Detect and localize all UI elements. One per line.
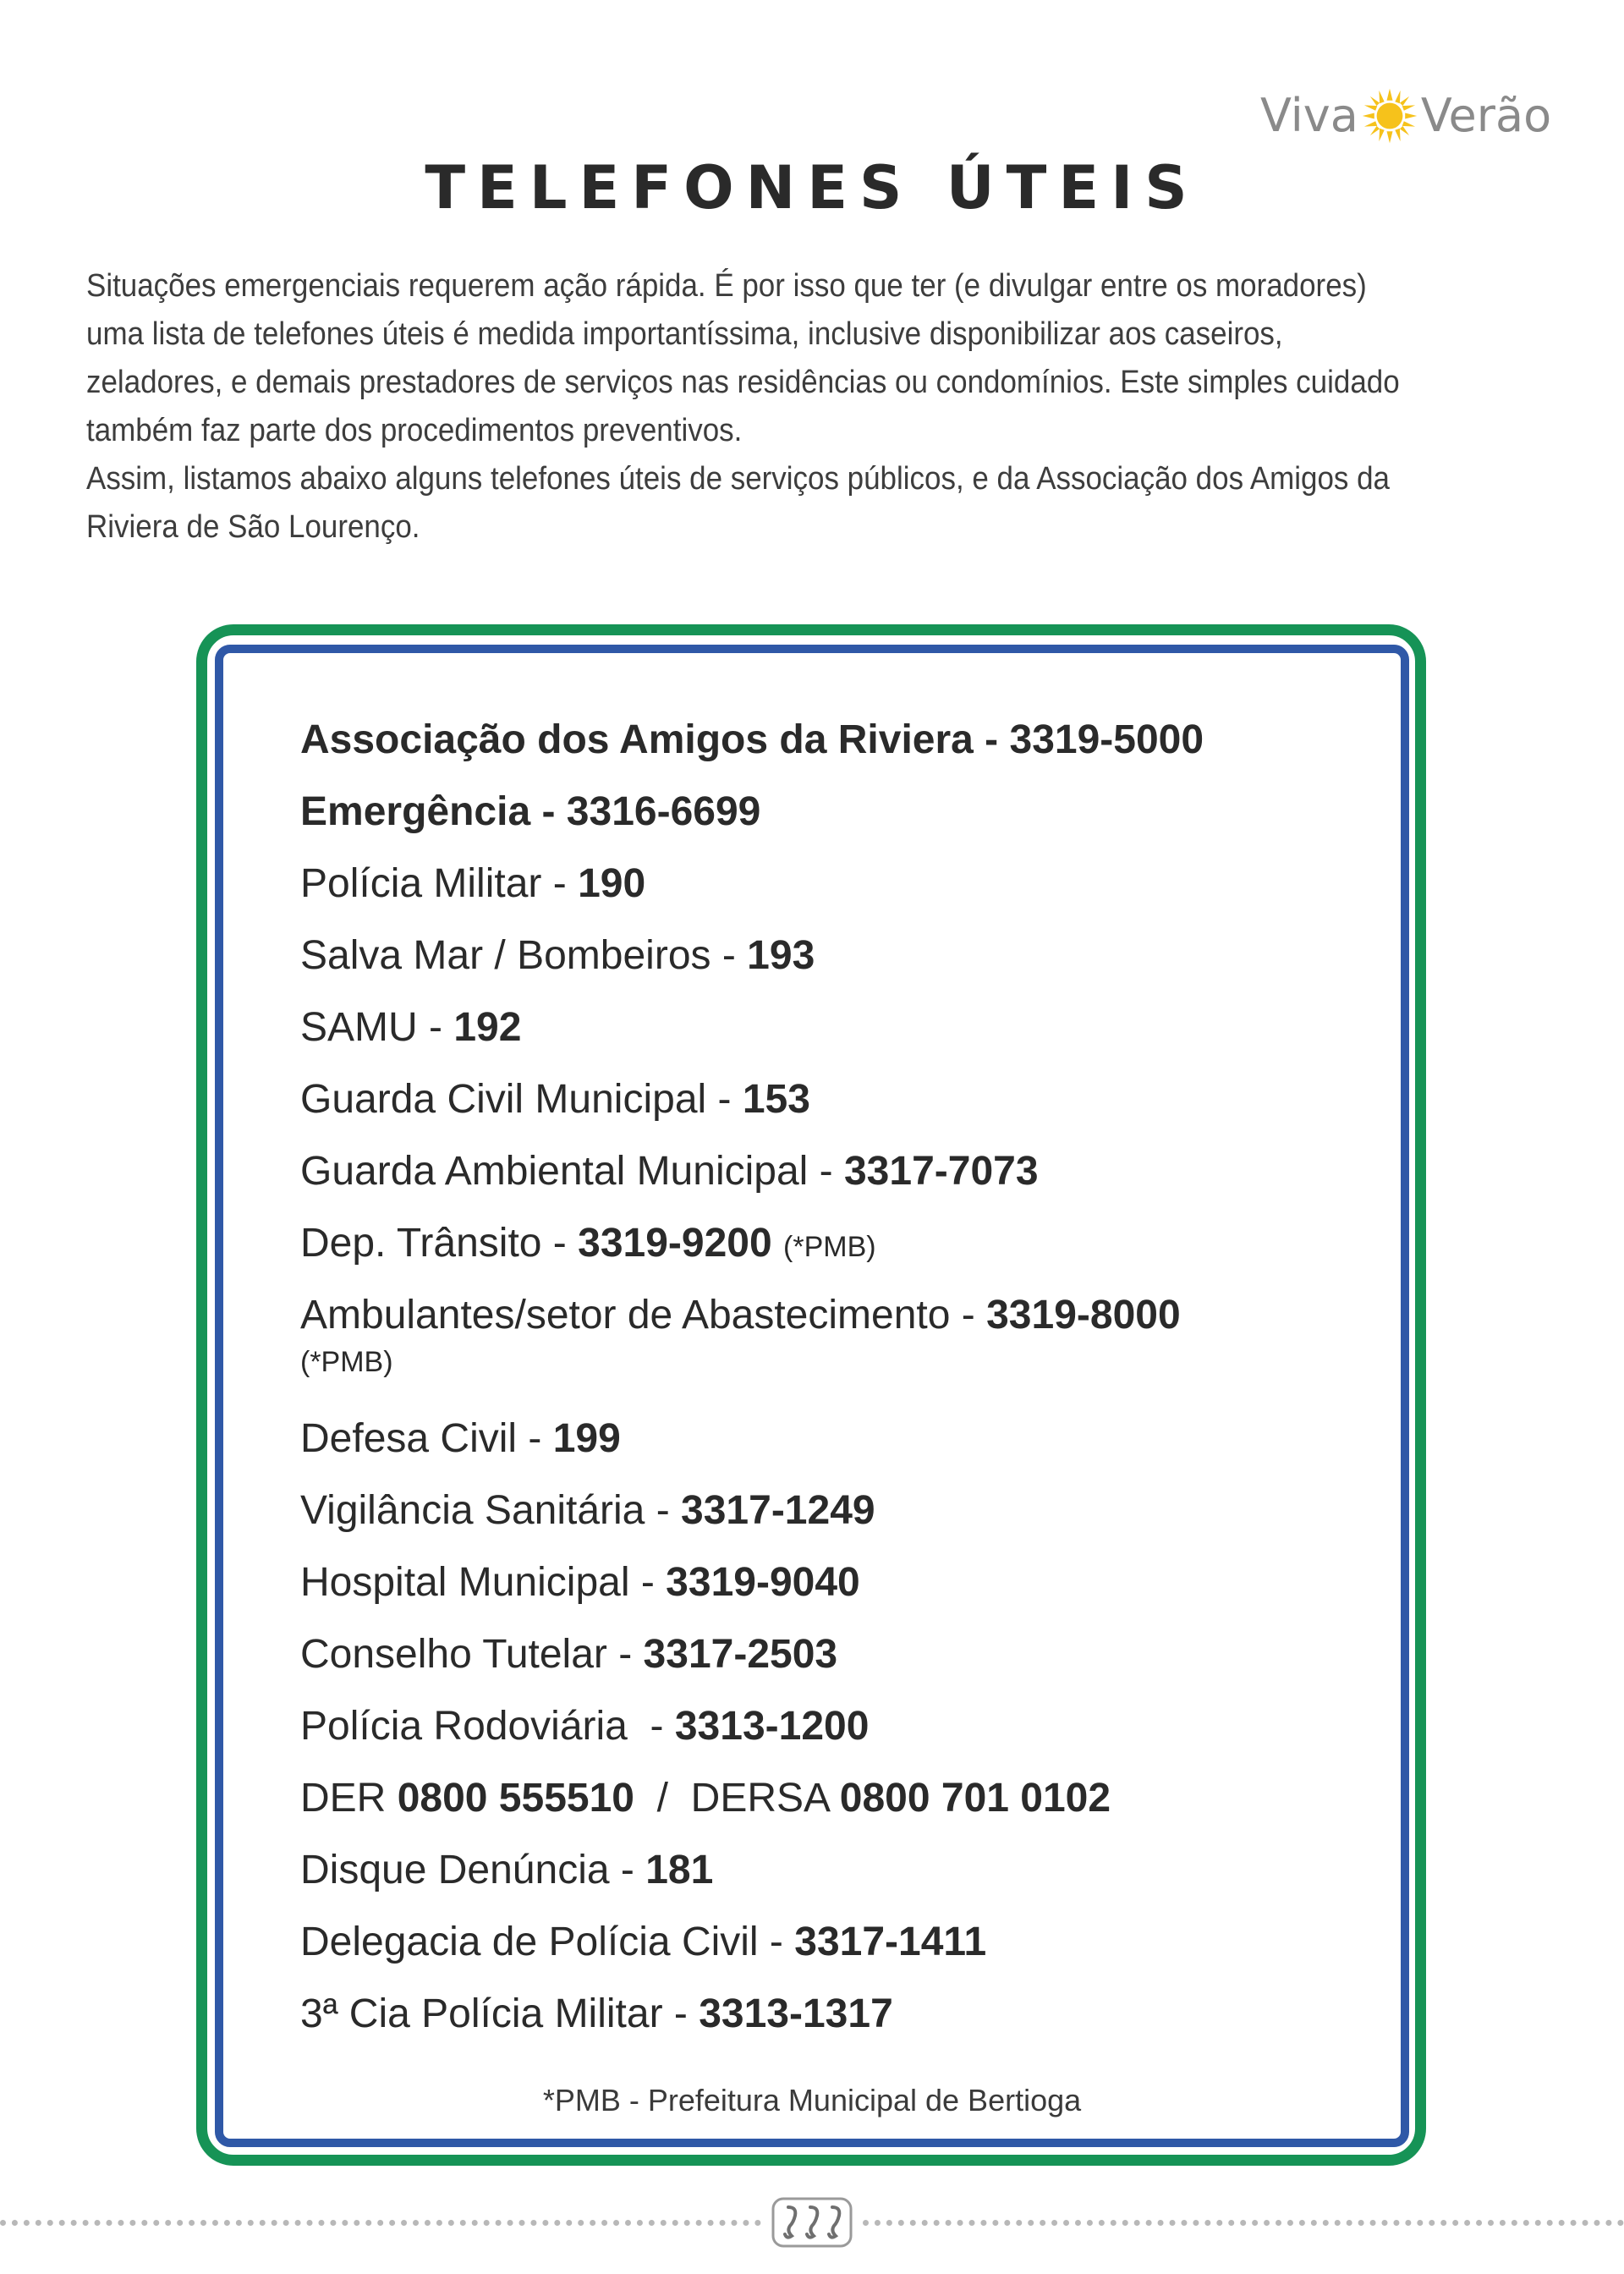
phone-separator: -: [662, 1991, 700, 2036]
phone-number: 3319-8000: [986, 1293, 1181, 1337]
phone-separator: -: [609, 1848, 646, 1892]
seahorse-icon: [771, 2195, 853, 2249]
phone-number: 3319-9200: [578, 1221, 772, 1266]
phone-label: Emergência: [300, 789, 531, 834]
phone-label: DER: [300, 1776, 387, 1821]
phone-number: 190: [578, 861, 646, 906]
list-item: [300, 859, 1366, 931]
phone-separator: -: [973, 717, 1010, 762]
pmb-note: (*PMB): [783, 1231, 876, 1263]
phone-label: Salva Mar / Bombeiros: [300, 933, 711, 978]
phone-separator: -: [417, 1005, 454, 1050]
list-item: [300, 1002, 1366, 1074]
list-item: [300, 1486, 1366, 1557]
phone-separator: -: [950, 1293, 987, 1337]
phone-label: 3ª Cia Polícia Militar: [300, 1991, 663, 2036]
phone-label: Polícia Rodoviária: [300, 1704, 628, 1749]
phone-label: Vigilância Sanitária: [300, 1488, 645, 1533]
list-item: [300, 1557, 1366, 1629]
phone-label: Delegacia de Polícia Civil: [300, 1920, 759, 1964]
phone-number: 3317-2503: [643, 1632, 838, 1677]
list-item: [300, 1074, 1366, 1146]
pmb-note: (*PMB): [300, 1346, 393, 1378]
phone-label: Guarda Civil Municipal: [300, 1077, 707, 1122]
list-item: [300, 1917, 1366, 1989]
logo-word-right: Verão: [1420, 89, 1552, 142]
sun-icon: [1360, 86, 1419, 146]
list-item: [300, 715, 1366, 787]
phone-label: Associação dos Amigos da Riviera: [300, 717, 974, 762]
intro-paragraph-2: Assim, listamos abaixo alguns telefones úteis de serviços públicos, e da Associação dos Amigos da Riviera de São Lourenço.: [86, 461, 1391, 545]
list-item: [300, 787, 1366, 859]
intro-paragraph-1: Situações emergenciais requerem ação rápida. É por isso que ter (e divulgar entre os moradores) uma lista de telefones úteis é medida importantíssima, inclusive disponibilizar aos caseiros, zeladores, e demais prestadores de serviços nas residências ou condomínios. Este simples cuidado também faz parte dos procedimentos preventivos.: [86, 268, 1400, 448]
list-item: [300, 1290, 1366, 1414]
phone-number: 3316-6699: [566, 789, 761, 834]
list-item: [300, 1629, 1366, 1701]
phone-number: 181: [645, 1848, 714, 1892]
phone-label: Disque Denúncia: [300, 1848, 610, 1892]
phone-label: Conselho Tutelar: [300, 1632, 607, 1677]
list-item: [300, 1701, 1366, 1773]
phone-label: Guarda Ambiental Municipal: [300, 1149, 809, 1194]
phone-separator: -: [530, 789, 567, 834]
page-title: TELEFONES ÚTEIS: [425, 153, 1199, 222]
phone-number: 3317-1249: [681, 1488, 875, 1533]
list-item: [300, 1414, 1366, 1486]
logo-word-left: Viva: [1260, 89, 1358, 142]
list-item: [300, 1218, 1366, 1290]
phone-number: 199: [552, 1416, 621, 1461]
list-item: [300, 1146, 1366, 1218]
phone-separator: -: [645, 1488, 682, 1533]
phone-separator: -: [808, 1149, 844, 1194]
phone-separator: -: [629, 1560, 667, 1605]
phone-label: Polícia Militar: [300, 861, 542, 906]
viva-verao-logo: [1260, 78, 1551, 154]
phone-number: 3317-7073: [843, 1149, 1039, 1194]
list-item: [300, 1773, 1366, 1845]
phone-number: 3319-5000: [1009, 717, 1204, 762]
phone-number: 3319-9040: [666, 1560, 860, 1605]
phone-label: Hospital Municipal: [300, 1560, 630, 1605]
phone-label: Dep. Trânsito: [300, 1221, 542, 1266]
phone-number: 3317-1411: [794, 1920, 987, 1964]
phone-list: [300, 715, 1366, 2061]
phone-separator: -: [706, 1077, 743, 1122]
intro-text: [86, 262, 1424, 552]
phone-divider: /: [634, 1776, 691, 1821]
phone-number: 0800 555510: [397, 1776, 634, 1821]
dotted-divider-left: [0, 2220, 761, 2226]
phone-label-secondary: DERSA: [690, 1776, 829, 1821]
list-item: [300, 1845, 1366, 1917]
phone-separator: -: [627, 1704, 675, 1749]
phone-separator: -: [517, 1416, 553, 1461]
pmb-footnote: *PMB - Prefeitura Municipal de Bertioga: [542, 2083, 1082, 2117]
phone-number: 153: [742, 1077, 810, 1122]
phone-separator: -: [758, 1920, 795, 1964]
list-item: [300, 1989, 1366, 2061]
phone-number-secondary: 0800 701 0102: [839, 1776, 1111, 1821]
phone-label: Ambulantes/setor de Abastecimento: [300, 1293, 951, 1337]
phone-label: SAMU: [300, 1005, 418, 1050]
phone-number: 3313-1317: [699, 1991, 893, 2036]
phone-separator: -: [541, 1221, 579, 1266]
list-item: [300, 931, 1366, 1002]
phone-separator: -: [541, 861, 579, 906]
phone-separator: -: [710, 933, 748, 978]
phone-number: 193: [747, 933, 815, 978]
dotted-divider-right: [863, 2220, 1624, 2226]
phone-separator: -: [606, 1632, 644, 1677]
phone-number: 3313-1200: [674, 1704, 870, 1749]
phone-number: 192: [453, 1005, 522, 1050]
phone-label: Defesa Civil: [300, 1416, 518, 1461]
